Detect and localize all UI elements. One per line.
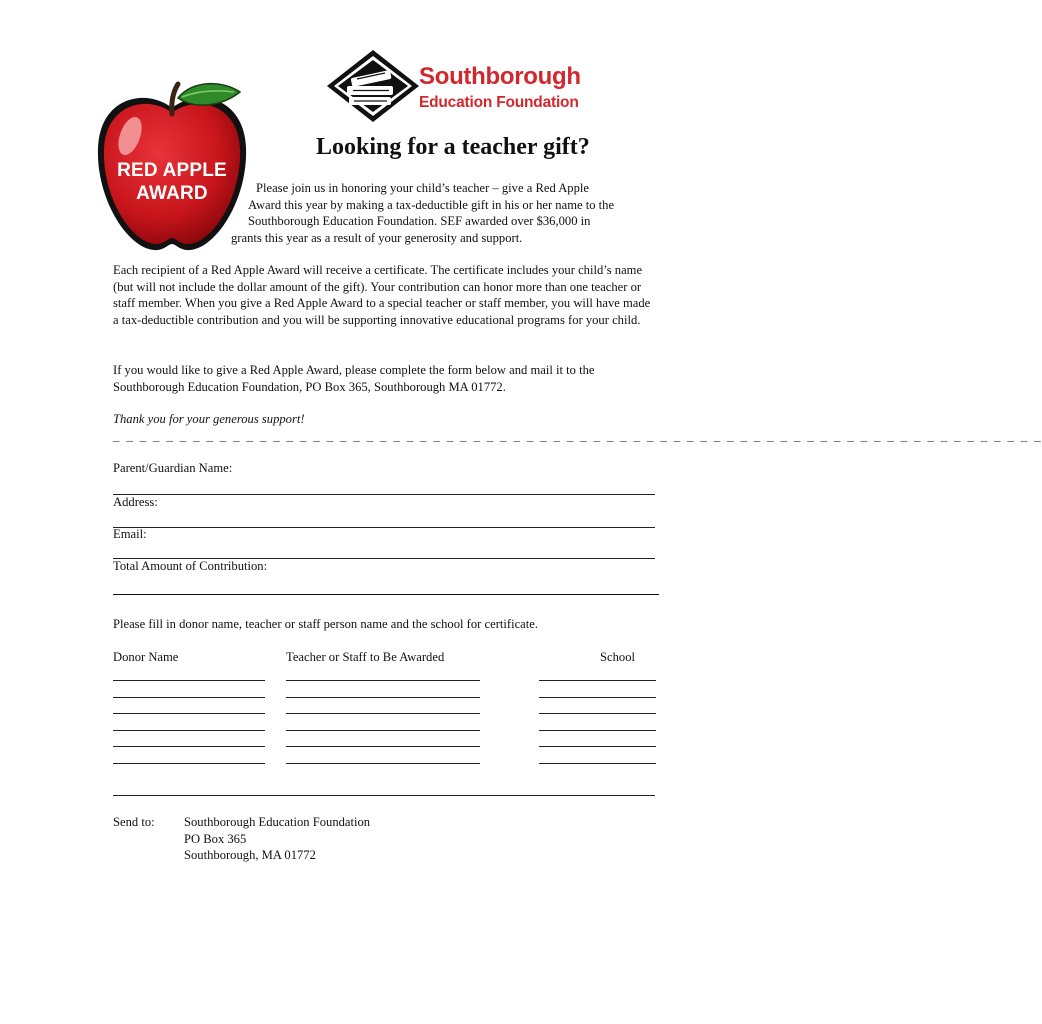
intro-line-4: grants this year as a result of your generosity and support.	[231, 231, 523, 245]
school-header: School	[600, 650, 635, 664]
intro-line-1: Please join us in honoring your child’s teacher – give a Red Apple	[256, 181, 589, 195]
send-to-line-3: Southborough, MA 01772	[184, 848, 316, 862]
teacher-name-input[interactable]	[286, 713, 480, 714]
badge-line-1: RED APPLE	[117, 160, 227, 181]
donor-name-input[interactable]	[113, 746, 265, 747]
teacher-name-input[interactable]	[286, 763, 480, 764]
send-to-line-2: PO Box 365	[184, 832, 247, 846]
address-field[interactable]	[113, 527, 655, 528]
certificate-instruction: Please fill in donor name, teacher or staff person name and the school for certificate.	[113, 617, 538, 631]
school-input[interactable]	[539, 746, 656, 747]
foundation-logo	[327, 50, 592, 122]
section-divider	[113, 594, 659, 595]
donor-name-input[interactable]	[113, 713, 265, 714]
school-input[interactable]	[539, 763, 656, 764]
teacher-name-input[interactable]	[286, 746, 480, 747]
books-icon	[327, 50, 419, 122]
mailing-paragraph: If you would like to give a Red Apple Award, please complete the form below and mail it to the Southborough Education Foundation, PO Box 365, Southborough MA 01772.	[113, 363, 595, 394]
teacher-name-input[interactable]	[286, 730, 480, 731]
school-input[interactable]	[539, 697, 656, 698]
send-to-line-1: Southborough Education Foundation	[184, 815, 371, 829]
parent-name-label: Parent/Guardian Name:	[113, 461, 233, 475]
donor-name-input[interactable]	[113, 763, 265, 764]
cut-line: _ _ _ _ _ _ _ _ _ _ _ _ _ _ _ _ _ _ _ _ _ _ _ _ _ _ _ _ _ _ _ _ _ _ _ _ _ _ _ _ _ _ _ _ _ _ _ _ _ _ _ _ _ _ _ _ _ _ _ _ _ _ _ _ _ _ _ _ _ _	[113, 428, 1042, 443]
email-label: Email:	[113, 527, 147, 541]
donor-name-header: Donor Name	[113, 650, 179, 664]
send-to-label: Send to:	[113, 815, 155, 829]
address-label: Address:	[113, 495, 158, 509]
badge-line-2: AWARD	[136, 183, 208, 204]
logo-name: Southborough	[419, 63, 581, 90]
thanks-note: Thank you for your generous support!	[113, 412, 305, 426]
school-input[interactable]	[539, 730, 656, 731]
total-contribution-label: Total Amount of Contribution:	[113, 559, 268, 573]
bottom-divider	[113, 795, 655, 796]
teacher-name-input[interactable]	[286, 697, 480, 698]
donor-name-input[interactable]	[113, 730, 265, 731]
page-title: Looking for a teacher gift?	[316, 134, 590, 160]
intro-line-2: Award this year by making a tax-deductible gift in his or her name to the	[248, 198, 615, 212]
school-input[interactable]	[539, 713, 656, 714]
intro-line-3: Southborough Education Foundation. SEF awarded over $36,000 in	[248, 214, 591, 228]
logo-subtitle: Education Foundation	[419, 94, 579, 111]
school-input[interactable]	[539, 680, 656, 681]
red-apple-award-badge	[92, 78, 252, 253]
donor-name-input[interactable]	[113, 697, 265, 698]
certificate-paragraph: Each recipient of a Red Apple Award will receive a certificate. The certificate includes your child’s name (but will not include the dollar amount of the gift). Your contribution can honor more than one teacher or staff member. When you give a Red Apple Award to a special teacher or staff member, you will have made a tax-deductible contribution and you will be supporting innovative educational programs for your child.	[113, 263, 651, 327]
total-contribution-field[interactable]	[285, 560, 655, 576]
teacher-header: Teacher or Staff to Be Awarded	[286, 650, 445, 664]
donor-name-input[interactable]	[113, 680, 265, 681]
teacher-name-input[interactable]	[286, 680, 480, 681]
parent-name-field[interactable]	[113, 494, 655, 495]
